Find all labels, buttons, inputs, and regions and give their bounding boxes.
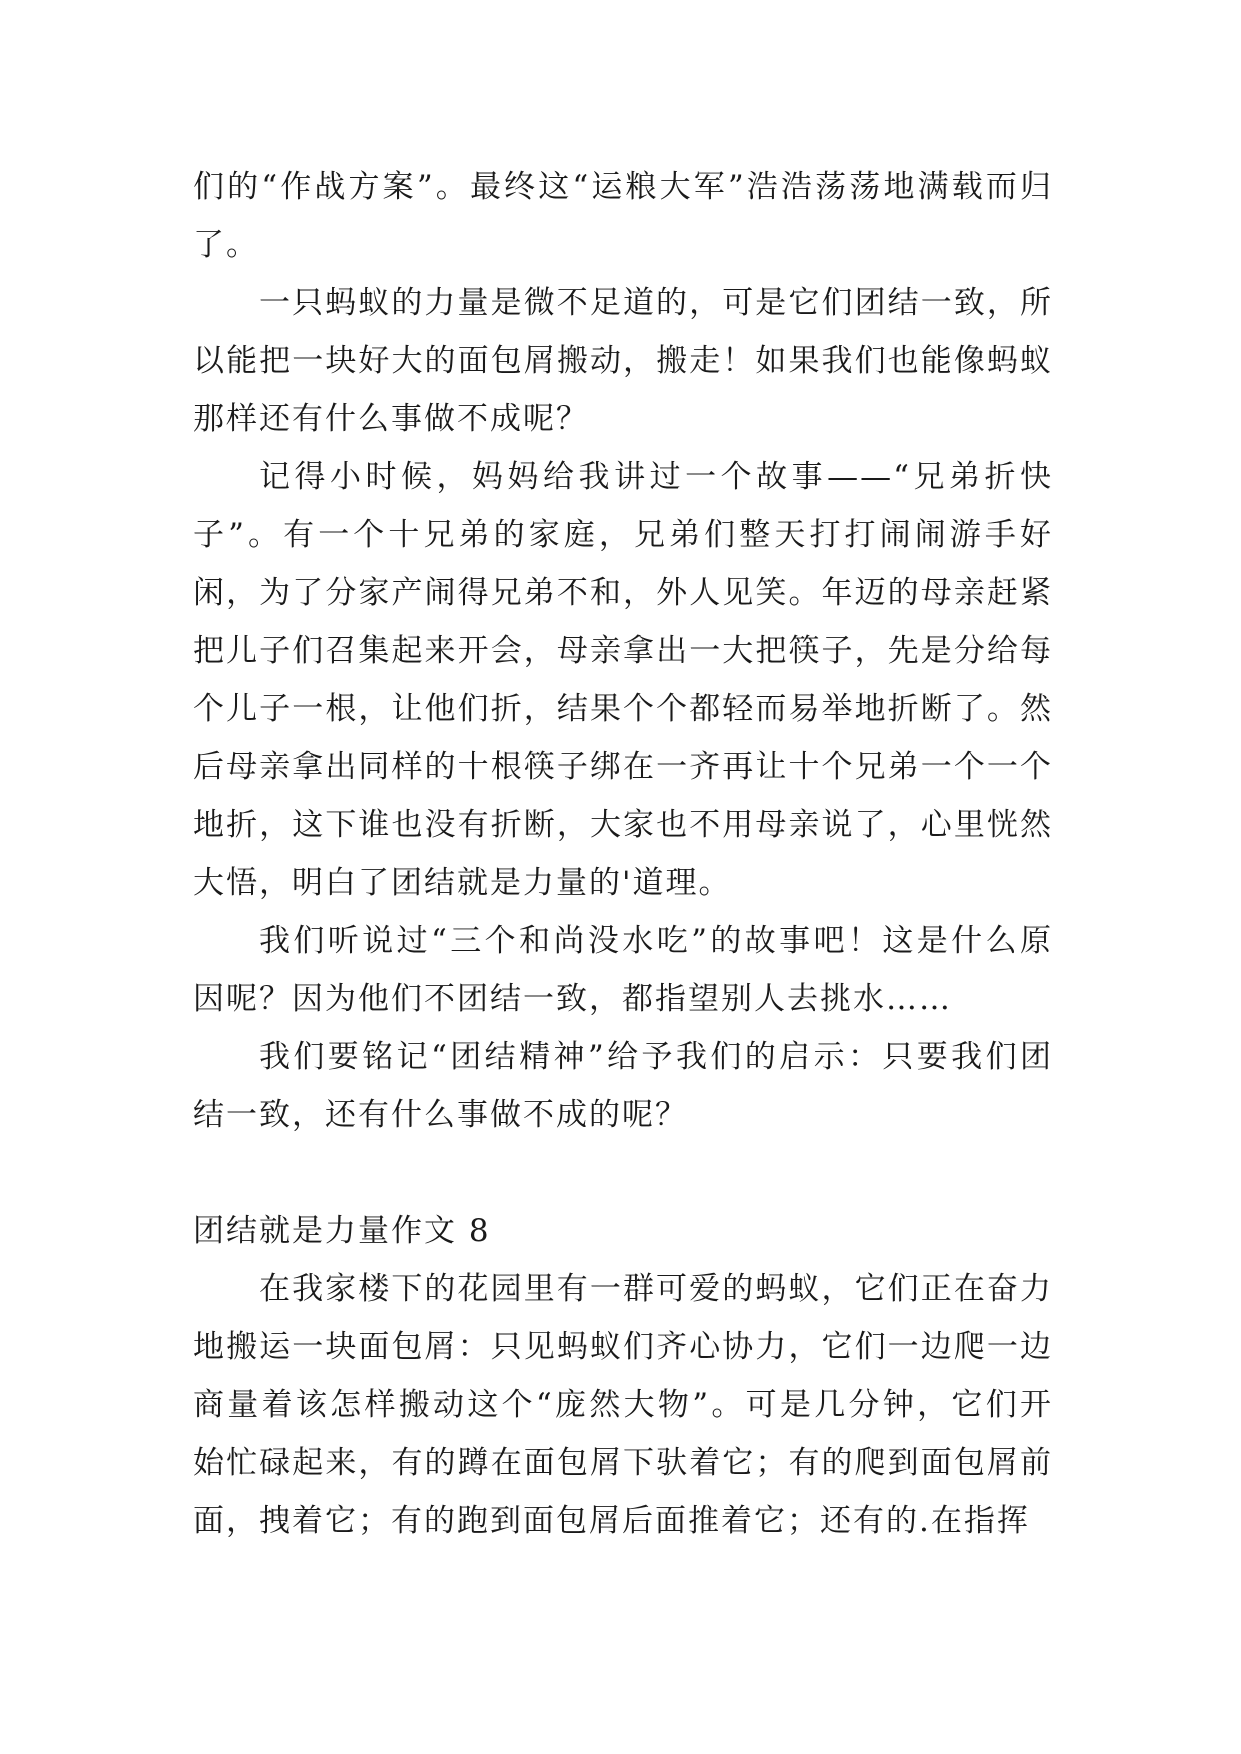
paragraph: 一只蚂蚁的力量是微不足道的，可是它们团结一致，所以能把一块好大的面包屑搬动，搬走！如果我们也能像蚂蚁那样还有什么事做不成呢？	[193, 285, 1053, 437]
paragraph: 我们要铭记“团结精神”给予我们的启示：只要我们团结一致，还有什么事做不成的呢？	[193, 1039, 1053, 1133]
paragraph: 在我家楼下的花园里有一群可爱的蚂蚁，它们正在奋力地搬运一块面包屑：只见蚂蚁们齐心协力，它们一边爬一边商量着该怎样搬动这个“庞然大物”。可是几分钟，它们开始忙碌起来，有的蹲在面包屑下驮着它；有的爬到面包屑前面，拽着它；有的跑到面包屑后面推着它；还有的.在指挥	[193, 1271, 1053, 1539]
paragraph: 记得小时候，妈妈给我讲过一个故事——“兄弟折快子”。有一个十兄弟的家庭，兄弟们整天打打闹闹游手好闲，为了分家产闹得兄弟不和，外人见笑。年迈的母亲赶紧把儿子们召集起来开会，母亲拿出一大把筷子，先是分给每个儿子一根，让他们折，结果个个都轻而易举地折断了。然后母亲拿出同样的十根筷子绑在一齐再让十个兄弟一个一个地折，这下谁也没有折断，大家也不用母亲说了，心里恍然大悟，明白了团结就是力量的'道理。	[193, 459, 1053, 901]
paragraph: 们的“作战方案”。最终这“运粮大军”浩浩荡荡地满载而归了。	[193, 169, 1053, 263]
paragraph: 我们听说过“三个和尚没水吃”的故事吧！这是什么原因呢？因为他们不团结一致，都指望别人去挑水……	[193, 923, 1053, 1017]
section-heading: 团结就是力量作文 8	[193, 1213, 491, 1249]
document-body	[193, 158, 1053, 1550]
blank-line	[193, 1144, 1053, 1202]
